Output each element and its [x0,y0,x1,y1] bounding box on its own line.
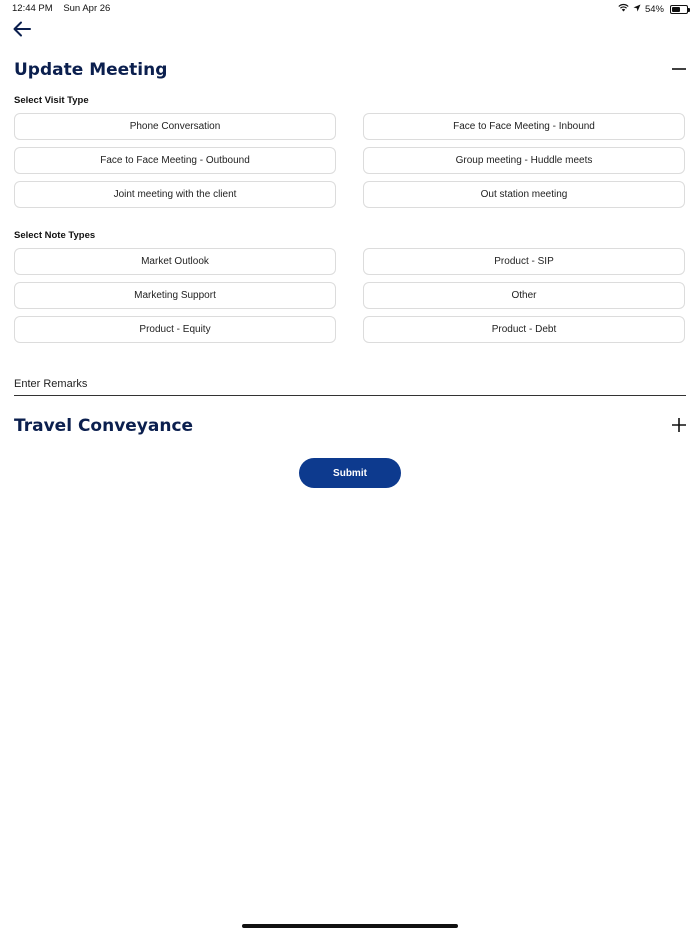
visit-type-group-meeting[interactable]: Group meeting - Huddle meets [363,147,685,174]
update-meeting-title: Update Meeting [14,60,168,80]
travel-conveyance-title: Travel Conveyance [14,416,194,436]
location-arrow-icon [633,4,641,15]
home-indicator[interactable] [242,924,458,928]
visit-type-f2f-outbound[interactable]: Face to Face Meeting - Outbound [14,147,336,174]
visit-type-f2f-inbound[interactable]: Face to Face Meeting - Inbound [363,113,685,140]
status-bar [0,0,700,18]
battery-icon [670,5,688,14]
note-type-product-equity[interactable]: Product - Equity [14,316,336,343]
remarks-field-container [14,372,686,396]
visit-type-out-station[interactable]: Out station meeting [363,181,685,208]
remarks-input[interactable] [14,372,686,395]
arrow-left-icon [13,21,31,37]
visit-type-phone-conversation[interactable]: Phone Conversation [14,113,336,140]
minus-icon [670,60,688,78]
plus-icon [670,416,688,434]
back-button[interactable] [10,18,34,40]
collapse-update-meeting-button[interactable] [670,60,688,78]
submit-button[interactable]: Submit [299,458,401,488]
wifi-icon [618,3,629,15]
note-type-market-outlook[interactable]: Market Outlook [14,248,336,275]
status-time: 12:44 PM [12,3,53,14]
status-date: Sun Apr 26 [63,3,111,14]
visit-type-options [14,113,686,208]
note-type-other[interactable]: Other [363,282,685,309]
note-type-marketing-support[interactable]: Marketing Support [14,282,336,309]
expand-travel-conveyance-button[interactable] [670,416,688,434]
battery-percent: 54% [644,3,664,15]
note-types-label: Select Note Types [14,230,96,241]
note-type-product-debt[interactable]: Product - Debt [363,316,685,343]
visit-type-label: Select Visit Type [14,95,89,106]
visit-type-joint-meeting[interactable]: Joint meeting with the client [14,181,336,208]
note-type-options [14,248,686,343]
note-type-product-sip[interactable]: Product - SIP [363,248,685,275]
